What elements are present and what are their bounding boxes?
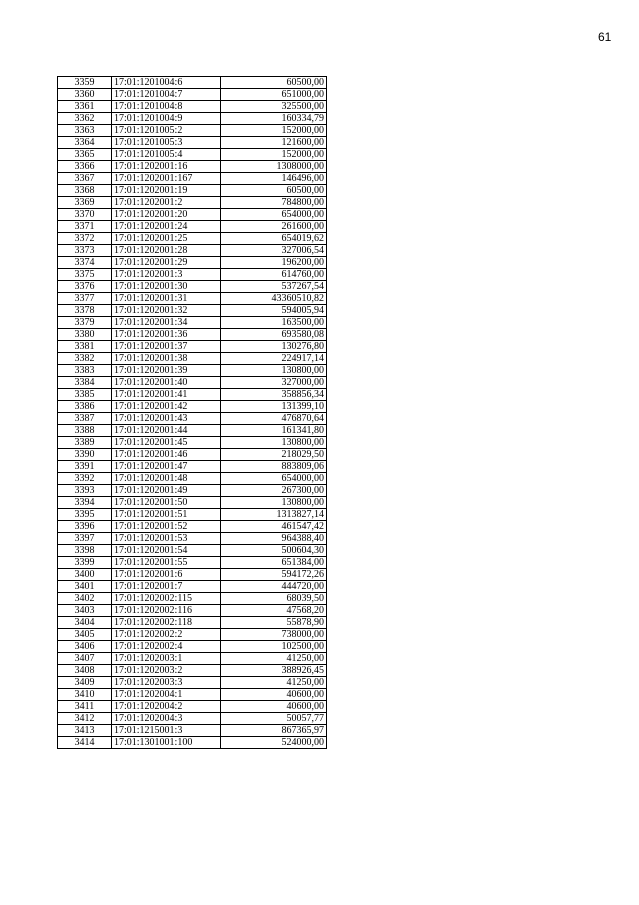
- cadastral-number-cell: 17:01:1202001:34: [112, 317, 221, 329]
- row-number-cell: 3374: [58, 257, 112, 269]
- cadastral-value-cell: 500604,30: [221, 545, 327, 557]
- table-row: [58, 209, 327, 221]
- cadastral-value-cell: 651384,00: [221, 557, 327, 569]
- table-row: [58, 437, 327, 449]
- cadastral-value-cell: 327000,00: [221, 377, 327, 389]
- cadastral-number-cell: 17:01:1202001:16: [112, 161, 221, 173]
- cadastral-number-cell: 17:01:1202001:51: [112, 509, 221, 521]
- cadastral-value-cell: 43360510,82: [221, 293, 327, 305]
- cadastral-value-cell: 224917,14: [221, 353, 327, 365]
- table-row: [58, 737, 327, 749]
- table-row: [58, 485, 327, 497]
- cadastral-value-cell: 738000,00: [221, 629, 327, 641]
- cadastral-number-cell: 17:01:1202003:3: [112, 677, 221, 689]
- row-number-cell: 3373: [58, 245, 112, 257]
- cadastral-number-cell: 17:01:1202001:19: [112, 185, 221, 197]
- cadastral-number-cell: 17:01:1202001:43: [112, 413, 221, 425]
- cadastral-value-cell: 883809,06: [221, 461, 327, 473]
- cadastral-number-cell: 17:01:1201005:3: [112, 137, 221, 149]
- row-number-cell: 3394: [58, 497, 112, 509]
- cadastral-number-cell: 17:01:1202001:40: [112, 377, 221, 389]
- cadastral-value-cell: 130800,00: [221, 365, 327, 377]
- table-row: [58, 257, 327, 269]
- row-number-cell: 3385: [58, 389, 112, 401]
- table-row: [58, 101, 327, 113]
- cadastral-number-cell: 17:01:1202001:29: [112, 257, 221, 269]
- row-number-cell: 3365: [58, 149, 112, 161]
- cadastral-value-cell: 60500,00: [221, 77, 327, 89]
- row-number-cell: 3397: [58, 533, 112, 545]
- cadastral-number-cell: 17:01:1202001:167: [112, 173, 221, 185]
- cadastral-number-cell: 17:01:1202001:45: [112, 437, 221, 449]
- row-number-cell: 3409: [58, 677, 112, 689]
- row-number-cell: 3396: [58, 521, 112, 533]
- cadastral-value-cell: 594005,94: [221, 305, 327, 317]
- table-row: [58, 281, 327, 293]
- row-number-cell: 3400: [58, 569, 112, 581]
- cadastral-value-cell: 160334,79: [221, 113, 327, 125]
- table-row: [58, 581, 327, 593]
- cadastral-value-cell: 102500,00: [221, 641, 327, 653]
- row-number-cell: 3408: [58, 665, 112, 677]
- table-row: [58, 389, 327, 401]
- table-row: [58, 449, 327, 461]
- row-number-cell: 3375: [58, 269, 112, 281]
- cadastral-number-cell: 17:01:1202002:116: [112, 605, 221, 617]
- row-number-cell: 3367: [58, 173, 112, 185]
- table-row: [58, 425, 327, 437]
- cadastral-value-cell: 50057,77: [221, 713, 327, 725]
- cadastral-value-cell: 55878,90: [221, 617, 327, 629]
- row-number-cell: 3411: [58, 701, 112, 713]
- row-number-cell: 3363: [58, 125, 112, 137]
- cadastral-number-cell: 17:01:1202004:1: [112, 689, 221, 701]
- row-number-cell: 3377: [58, 293, 112, 305]
- cadastral-value-cell: 146496,00: [221, 173, 327, 185]
- cadastral-value-cell: 40600,00: [221, 689, 327, 701]
- cadastral-number-cell: 17:01:1202001:2: [112, 197, 221, 209]
- cadastral-number-cell: 17:01:1202002:118: [112, 617, 221, 629]
- row-number-cell: 3360: [58, 89, 112, 101]
- row-number-cell: 3391: [58, 461, 112, 473]
- row-number-cell: 3405: [58, 629, 112, 641]
- row-number-cell: 3379: [58, 317, 112, 329]
- cadastral-value-cell: 461547,42: [221, 521, 327, 533]
- cadastral-number-cell: 17:01:1202001:41: [112, 389, 221, 401]
- table-row: [58, 173, 327, 185]
- table-row: [58, 413, 327, 425]
- cadastral-number-cell: 17:01:1202001:55: [112, 557, 221, 569]
- row-number-cell: 3407: [58, 653, 112, 665]
- table-body: [58, 77, 327, 749]
- cadastral-number-cell: 17:01:1201005:2: [112, 125, 221, 137]
- cadastral-value-cell: 47568,20: [221, 605, 327, 617]
- table-row: [58, 149, 327, 161]
- cadastral-number-cell: 17:01:1202001:42: [112, 401, 221, 413]
- cadastral-value-cell: 121600,00: [221, 137, 327, 149]
- cadastral-value-cell: 654019,62: [221, 233, 327, 245]
- cadastral-number-cell: 17:01:1202001:20: [112, 209, 221, 221]
- cadastral-number-cell: 17:01:1202001:52: [112, 521, 221, 533]
- row-number-cell: 3404: [58, 617, 112, 629]
- row-number-cell: 3401: [58, 581, 112, 593]
- cadastral-number-cell: 17:01:1202001:31: [112, 293, 221, 305]
- cadastral-value-cell: 784800,00: [221, 197, 327, 209]
- table-row: [58, 677, 327, 689]
- cadastral-number-cell: 17:01:1202001:37: [112, 341, 221, 353]
- table-row: [58, 113, 327, 125]
- table-row: [58, 305, 327, 317]
- table-row: [58, 197, 327, 209]
- row-number-cell: 3392: [58, 473, 112, 485]
- table-row: [58, 137, 327, 149]
- cadastral-value-cell: 130800,00: [221, 437, 327, 449]
- table-row: [58, 377, 327, 389]
- cadastral-number-cell: 17:01:1202001:39: [112, 365, 221, 377]
- row-number-cell: 3368: [58, 185, 112, 197]
- cadastral-value-cell: 196200,00: [221, 257, 327, 269]
- cadastral-value-cell: 524000,00: [221, 737, 327, 749]
- cadastral-value-cell: 327006,54: [221, 245, 327, 257]
- cadastral-value-cell: 1308000,00: [221, 161, 327, 173]
- cadastral-value-cell: 654000,00: [221, 209, 327, 221]
- cadastral-number-cell: 17:01:1202001:36: [112, 329, 221, 341]
- cadastral-number-cell: 17:01:1202001:30: [112, 281, 221, 293]
- cadastral-value-cell: 651000,00: [221, 89, 327, 101]
- row-number-cell: 3393: [58, 485, 112, 497]
- row-number-cell: 3380: [58, 329, 112, 341]
- cadastral-value-cell: 594172,26: [221, 569, 327, 581]
- table-row: [58, 221, 327, 233]
- table-row: [58, 545, 327, 557]
- row-number-cell: 3370: [58, 209, 112, 221]
- cadastral-number-cell: 17:01:1201004:6: [112, 77, 221, 89]
- cadastral-number-cell: 17:01:1202001:28: [112, 245, 221, 257]
- cadastral-value-cell: 654000,00: [221, 473, 327, 485]
- cadastral-value-cell: 444720,00: [221, 581, 327, 593]
- table-row: [58, 353, 327, 365]
- table-row: [58, 329, 327, 341]
- cadastral-value-cell: 41250,00: [221, 677, 327, 689]
- cadastral-value-cell: 614760,00: [221, 269, 327, 281]
- cadastral-number-cell: 17:01:1201005:4: [112, 149, 221, 161]
- cadastral-value-cell: 325500,00: [221, 101, 327, 113]
- cadastral-number-cell: 17:01:1202001:46: [112, 449, 221, 461]
- row-number-cell: 3369: [58, 197, 112, 209]
- row-number-cell: 3372: [58, 233, 112, 245]
- cadastral-value-cell: 267300,00: [221, 485, 327, 497]
- table-row: [58, 713, 327, 725]
- table-row: [58, 125, 327, 137]
- row-number-cell: 3399: [58, 557, 112, 569]
- row-number-cell: 3386: [58, 401, 112, 413]
- cadastral-number-cell: 17:01:1202002:2: [112, 629, 221, 641]
- row-number-cell: 3359: [58, 77, 112, 89]
- cadastral-value-cell: 163500,00: [221, 317, 327, 329]
- cadastral-value-cell: 130800,00: [221, 497, 327, 509]
- table-row: [58, 233, 327, 245]
- table-row: [58, 557, 327, 569]
- table-row: [58, 629, 327, 641]
- cadastral-number-cell: 17:01:1202004:2: [112, 701, 221, 713]
- row-number-cell: 3406: [58, 641, 112, 653]
- row-number-cell: 3378: [58, 305, 112, 317]
- cadastral-value-cell: 388926,45: [221, 665, 327, 677]
- table-row: [58, 593, 327, 605]
- cadastral-value-cell: 537267,54: [221, 281, 327, 293]
- table-row: [58, 77, 327, 89]
- table-row: [58, 533, 327, 545]
- table-row: [58, 521, 327, 533]
- row-number-cell: 3364: [58, 137, 112, 149]
- cadastral-value-cell: 1313827,14: [221, 509, 327, 521]
- table-row: [58, 89, 327, 101]
- table-row: [58, 641, 327, 653]
- row-number-cell: 3371: [58, 221, 112, 233]
- cadastral-number-cell: 17:01:1202001:44: [112, 425, 221, 437]
- cadastral-value-cell: 131399,10: [221, 401, 327, 413]
- table-row: [58, 653, 327, 665]
- table-row: [58, 293, 327, 305]
- cadastral-value-cell: 40600,00: [221, 701, 327, 713]
- cadastral-value-cell: 218029,50: [221, 449, 327, 461]
- cadastral-number-cell: 17:01:1201004:7: [112, 89, 221, 101]
- row-number-cell: 3414: [58, 737, 112, 749]
- table-row: [58, 161, 327, 173]
- cadastral-number-cell: 17:01:1202003:2: [112, 665, 221, 677]
- row-number-cell: 3376: [58, 281, 112, 293]
- row-number-cell: 3398: [58, 545, 112, 557]
- cadastral-number-cell: 17:01:1202003:1: [112, 653, 221, 665]
- row-number-cell: 3389: [58, 437, 112, 449]
- row-number-cell: 3382: [58, 353, 112, 365]
- cadastral-value-cell: 152000,00: [221, 149, 327, 161]
- table-row: [58, 317, 327, 329]
- cadastral-number-cell: 17:01:1202002:115: [112, 593, 221, 605]
- table-row: [58, 617, 327, 629]
- cadastral-number-cell: 17:01:1202001:53: [112, 533, 221, 545]
- table-row: [58, 461, 327, 473]
- table-row: [58, 605, 327, 617]
- table-row: [58, 689, 327, 701]
- cadastral-number-cell: 17:01:1202001:32: [112, 305, 221, 317]
- cadastral-number-cell: 17:01:1202001:49: [112, 485, 221, 497]
- row-number-cell: 3387: [58, 413, 112, 425]
- cadastral-value-cell: 60500,00: [221, 185, 327, 197]
- cadastral-number-cell: 17:01:1202001:47: [112, 461, 221, 473]
- cadastral-number-cell: 17:01:1202001:24: [112, 221, 221, 233]
- table-row: [58, 341, 327, 353]
- table-row: [58, 401, 327, 413]
- row-number-cell: 3412: [58, 713, 112, 725]
- cadastral-number-cell: 17:01:1202001:38: [112, 353, 221, 365]
- table-row: [58, 509, 327, 521]
- table-row: [58, 701, 327, 713]
- cadastral-number-cell: 17:01:1215001:3: [112, 725, 221, 737]
- cadastral-number-cell: 17:01:1202001:7: [112, 581, 221, 593]
- cadastral-number-cell: 17:01:1202004:3: [112, 713, 221, 725]
- row-number-cell: 3395: [58, 509, 112, 521]
- row-number-cell: 3413: [58, 725, 112, 737]
- cadastral-number-cell: 17:01:1201004:8: [112, 101, 221, 113]
- cadastral-value-cell: 964388,40: [221, 533, 327, 545]
- row-number-cell: 3362: [58, 113, 112, 125]
- cadastral-number-cell: 17:01:1202001:48: [112, 473, 221, 485]
- row-number-cell: 3383: [58, 365, 112, 377]
- table-row: [58, 665, 327, 677]
- cadastral-value-cell: 476870,64: [221, 413, 327, 425]
- row-number-cell: 3388: [58, 425, 112, 437]
- cadastral-value-cell: 161341,80: [221, 425, 327, 437]
- cadastral-value-cell: 41250,00: [221, 653, 327, 665]
- cadastral-number-cell: 17:01:1301001:100: [112, 737, 221, 749]
- cadastral-value-cell: 68039,50: [221, 593, 327, 605]
- row-number-cell: 3402: [58, 593, 112, 605]
- table-row: [58, 245, 327, 257]
- table-row: [58, 497, 327, 509]
- table-row: [58, 185, 327, 197]
- cadastral-value-cell: 130276,80: [221, 341, 327, 353]
- table-row: [58, 473, 327, 485]
- row-number-cell: 3384: [58, 377, 112, 389]
- cadastral-value-table: [57, 76, 327, 749]
- cadastral-value-cell: 358856,34: [221, 389, 327, 401]
- cadastral-number-cell: 17:01:1201004:9: [112, 113, 221, 125]
- row-number-cell: 3361: [58, 101, 112, 113]
- cadastral-number-cell: 17:01:1202001:25: [112, 233, 221, 245]
- table-row: [58, 365, 327, 377]
- cadastral-value-cell: 261600,00: [221, 221, 327, 233]
- table-row: [58, 725, 327, 737]
- page-number: 61: [598, 30, 612, 44]
- row-number-cell: 3410: [58, 689, 112, 701]
- row-number-cell: 3403: [58, 605, 112, 617]
- row-number-cell: 3366: [58, 161, 112, 173]
- cadastral-number-cell: 17:01:1202001:6: [112, 569, 221, 581]
- cadastral-number-cell: 17:01:1202001:3: [112, 269, 221, 281]
- cadastral-number-cell: 17:01:1202001:50: [112, 497, 221, 509]
- cadastral-number-cell: 17:01:1202001:54: [112, 545, 221, 557]
- cadastral-value-cell: 693580,08: [221, 329, 327, 341]
- cadastral-value-cell: 152000,00: [221, 125, 327, 137]
- cadastral-value-cell: 867365,97: [221, 725, 327, 737]
- row-number-cell: 3381: [58, 341, 112, 353]
- table-row: [58, 569, 327, 581]
- table-row: [58, 269, 327, 281]
- row-number-cell: 3390: [58, 449, 112, 461]
- cadastral-number-cell: 17:01:1202002:4: [112, 641, 221, 653]
